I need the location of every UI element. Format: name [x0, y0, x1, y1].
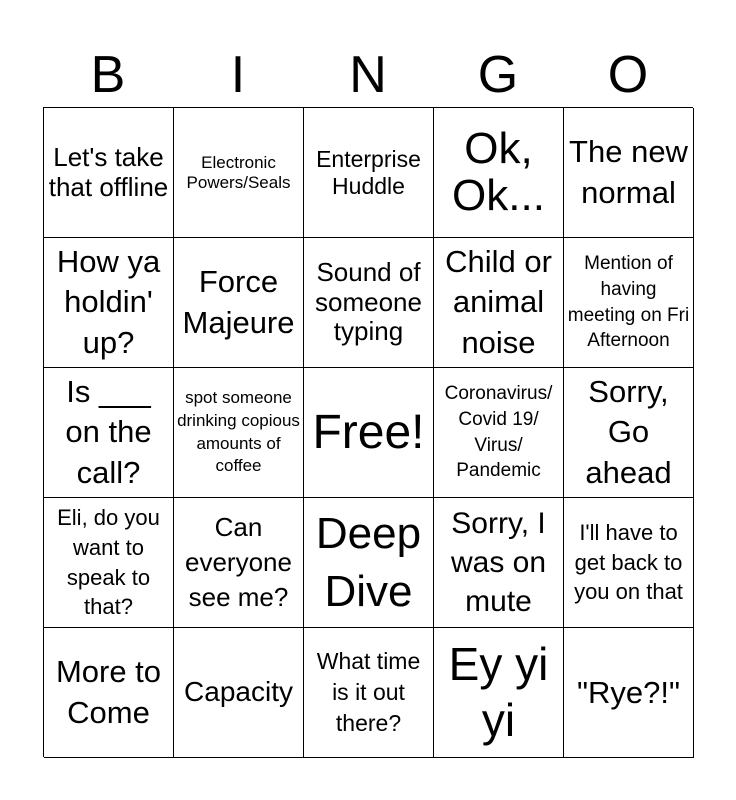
bingo-cell[interactable] [434, 368, 564, 498]
bingo-grid [43, 107, 693, 757]
cell-text: Deep Dive [315, 509, 422, 616]
cell-text: Let's take that offline [48, 141, 169, 202]
bingo-cell[interactable] [174, 498, 304, 628]
cell-text: Ok, Ok... [452, 124, 545, 220]
cell-text: Child or animal noise [445, 244, 552, 360]
bingo-cell[interactable] [304, 238, 434, 368]
cell-text: "Rye?!" [577, 674, 680, 710]
bingo-cell[interactable] [174, 238, 304, 368]
bingo-cell[interactable] [434, 498, 564, 628]
header-letter-o: O [607, 46, 649, 104]
bingo-cell[interactable] [44, 498, 174, 628]
cell-text: spot someone drinking copious amounts of coffee [177, 387, 300, 476]
cell-text: Sorry, Go ahead [585, 374, 672, 490]
cell-text: The new normal [569, 134, 688, 210]
bingo-cell[interactable] [434, 628, 564, 758]
cell-text: Ey yi yi [448, 638, 549, 746]
bingo-header [43, 42, 693, 108]
cell-text: Electronic Powers/Seals [186, 152, 291, 192]
cell-text: More to Come [55, 654, 162, 730]
cell-text: Force Majeure [182, 264, 295, 340]
header-letter-i: I [230, 46, 246, 104]
bingo-cell[interactable] [174, 368, 304, 498]
bingo-cell[interactable] [304, 498, 434, 628]
bingo-cell[interactable] [564, 238, 694, 368]
bingo-cell[interactable] [564, 498, 694, 628]
cell-text: What time is it out there? [316, 647, 421, 737]
free-space-text: Free! [312, 405, 425, 459]
bingo-cell[interactable] [564, 108, 694, 238]
cell-text: I'll have to get back to you on that [574, 519, 683, 605]
cell-text: Eli, do you want to speak to that? [57, 505, 160, 620]
cell-text: Can everyone see me? [185, 511, 292, 613]
cell-text: How ya holdin' up? [56, 244, 161, 360]
cell-text: Is ___ on the call? [65, 374, 152, 490]
bingo-cell[interactable] [174, 108, 304, 238]
header-letter-g: G [477, 46, 519, 104]
bingo-cell[interactable] [44, 108, 174, 238]
bingo-cell[interactable] [434, 238, 564, 368]
header-letter-b: B [90, 46, 126, 104]
cell-text: Sorry, I was on mute [450, 507, 547, 618]
header-letter-n: N [349, 46, 387, 104]
bingo-cell[interactable] [304, 108, 434, 238]
cell-text: Sound of someone typing [315, 256, 422, 347]
bingo-cell[interactable] [44, 238, 174, 368]
bingo-cell[interactable] [564, 628, 694, 758]
cell-text: Coronavirus/ Covid 19/ Virus/ Pandemic [444, 383, 553, 482]
cell-text: Mention of having meeting on Fri Afternoon [567, 253, 690, 352]
bingo-cell[interactable] [174, 628, 304, 758]
bingo-cell[interactable] [304, 628, 434, 758]
cell-text: Capacity [184, 676, 293, 708]
cell-text: Enterprise Huddle [316, 146, 421, 199]
bingo-cell[interactable] [564, 368, 694, 498]
bingo-cell[interactable] [434, 108, 564, 238]
bingo-cell[interactable] [44, 628, 174, 758]
free-space[interactable] [304, 368, 434, 498]
bingo-cell[interactable] [44, 368, 174, 498]
